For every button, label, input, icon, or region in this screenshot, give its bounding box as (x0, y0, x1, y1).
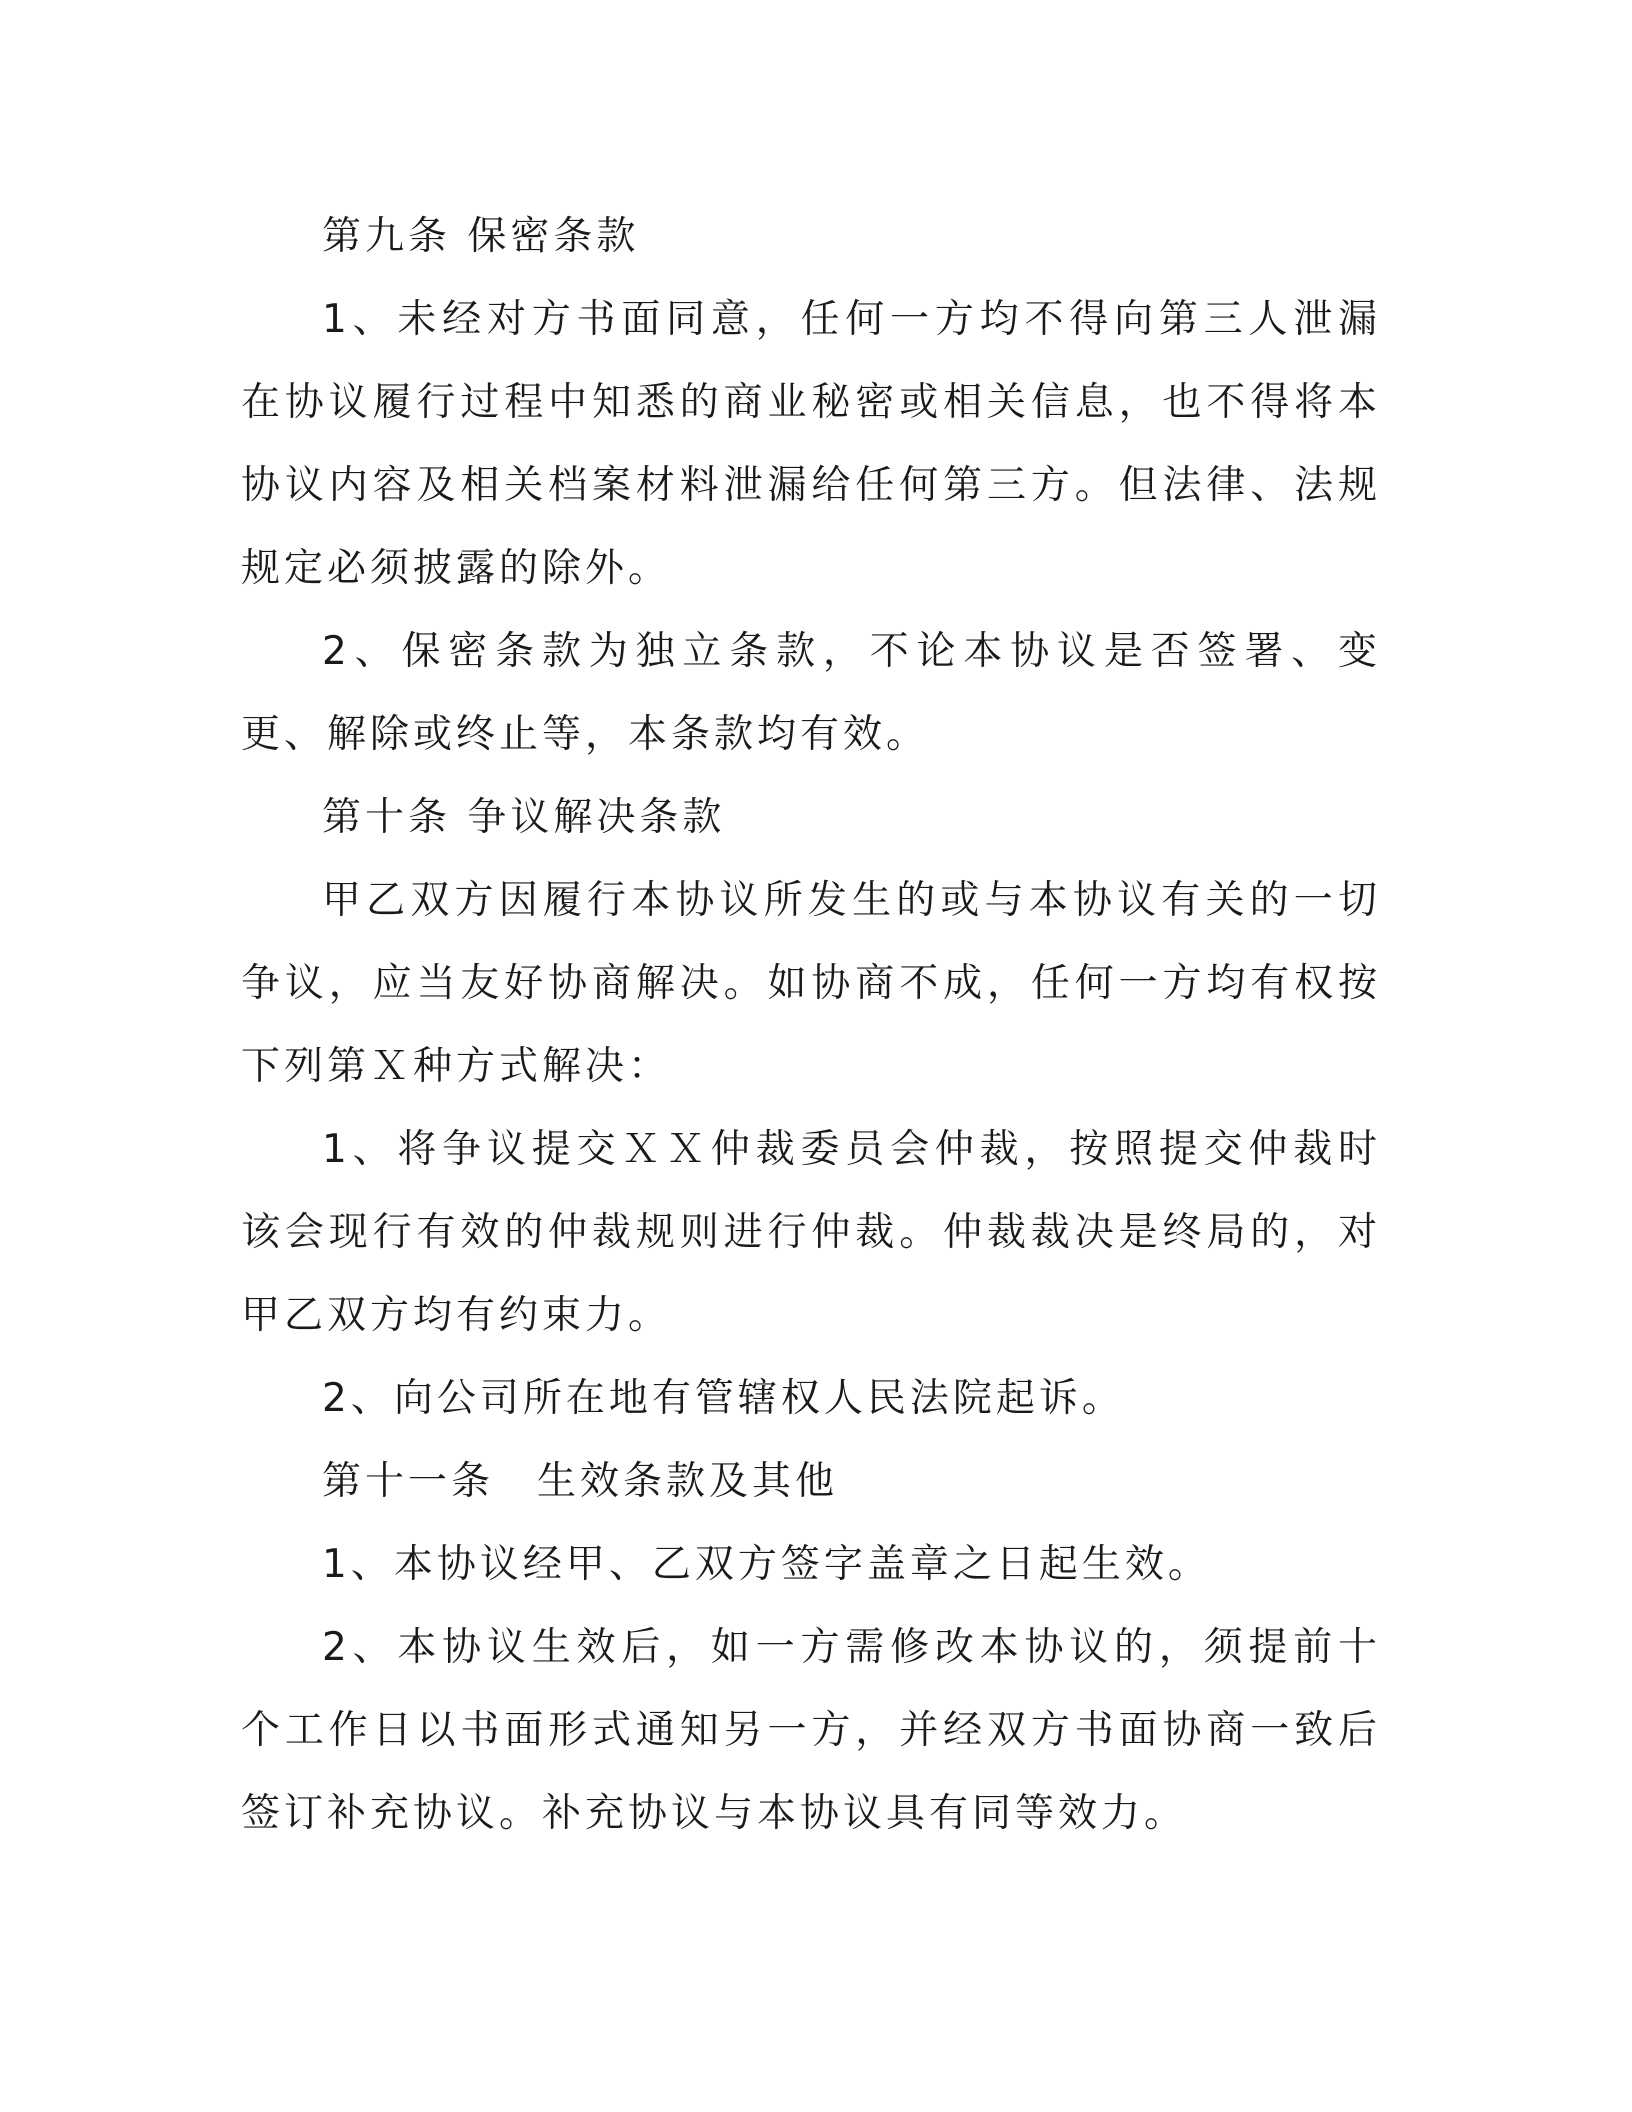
article-11-paragraph-2: 2、本协议生效后，如一方需修改本协议的，须提前十个工作日以书面形式通知另一方，并经双方书面协商一致后签订补充协议。补充协议与本协议具有同等效力。 (241, 1625, 1381, 1836)
document-body (241, 195, 1381, 1855)
article-10-heading: 第十条 争议解决条款 (322, 795, 726, 840)
article-10-paragraph-3: 2、向公司所在地有管辖权人民法院起诉。 (322, 1376, 1125, 1421)
article-11-heading: 第十一条 生效条款及其他 (322, 1459, 839, 1504)
article-11-paragraph-1: 1、本协议经甲、乙双方签字盖章之日起生效。 (322, 1542, 1211, 1587)
article-9-paragraph-2: 2、保密条款为独立条款，不论本协议是否签署、变更、解除或终止等，本条款均有效。 (241, 629, 1381, 757)
article-10-paragraph-2: 1、将争议提交ＸＸ仲裁委员会仲裁，按照提交仲裁时该会现行有效的仲裁规则进行仲裁。仲裁裁决是终局的，对甲乙双方均有约束力。 (241, 1127, 1381, 1338)
article-9-paragraph-1: 1、未经对方书面同意，任何一方均不得向第三人泄漏在协议履行过程中知悉的商业秘密或相关信息，也不得将本协议内容及相关档案材料泄漏给任何第三方。但法律、法规规定必须披露的除外。 (241, 297, 1381, 591)
article-9-heading: 第九条 保密条款 (322, 214, 640, 259)
article-10-paragraph-1: 甲乙双方因履行本协议所发生的或与本协议有关的一切争议，应当友好协商解决。如协商不成，任何一方均有权按下列第Ｘ种方式解决： (241, 878, 1381, 1089)
